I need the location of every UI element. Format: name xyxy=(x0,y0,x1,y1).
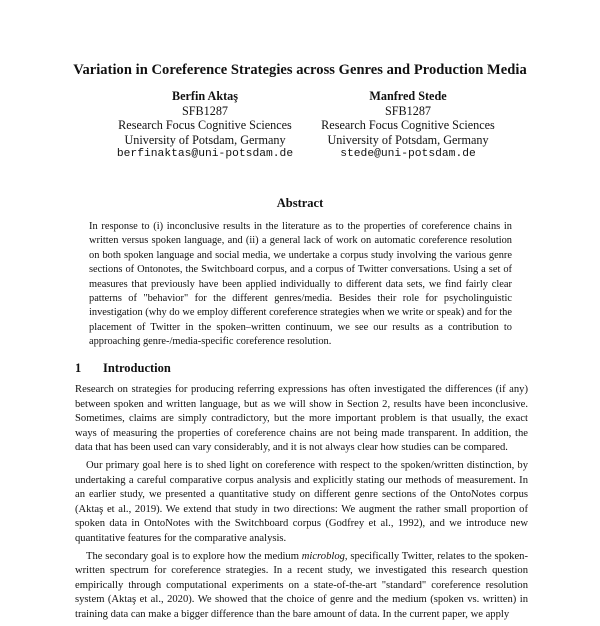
author-department: Research Focus Cognitive Sciences xyxy=(118,118,292,132)
author-university: University of Potsdam, Germany xyxy=(327,132,489,147)
section-body xyxy=(75,383,528,626)
abstract-heading: Abstract xyxy=(276,196,324,210)
paragraph: Our primary goal here is to shed light on coreference with respect to the spoken/written distinction, by undertaking a careful comparative corpus analysis and explicitly stating our methods of measurement. In an earlier study, we presented a quantitative study on different genre sections of the OntoNotes corpus (Aktaş et al., 2019). We extend that study in two directions: We augment the rather small proportion of spoken data in OntoNotes with the Switchboard corpus (Godfrey et al., 1992), and we introduce new quantitative features for the comparative analysis. xyxy=(75,459,528,544)
author-email: stede@uni-potsdam.de xyxy=(340,148,476,160)
author-group: SFB1287 xyxy=(384,103,432,118)
author-block xyxy=(298,89,518,162)
author-university: University of Potsdam, Germany xyxy=(124,132,286,147)
section-number: 1 xyxy=(75,361,82,375)
author-name: Berfin Aktaş xyxy=(171,89,239,103)
paragraph xyxy=(75,550,528,623)
paragraph-text: , specifically Twitter, relates to the spoken-written spectrum for coreference strategies. In a recent study, we investigated this research question empirically through computational experiments on a state-of-the-art "standard" coreference resolution system (Aktaş et al., 2020). We showed that the choice of genre and the medium (spoken vs. written) in training data can make a bigger difference than the bare amount of data. In the current paper, we apply xyxy=(75,550,528,620)
section-title: Introduction xyxy=(103,361,171,375)
abstract-text: In response to (i) inconclusive results in the literature as to the properties of coreference chains in written versus spoken language, and (ii) a general lack of work on automatic coreference resolution on both spoken language and social media, we undertake a corpus study involving the various genre sections of Ontonotes, the Switchboard corpus, and a corpus of Twitter conversations. Using a set of measures that previously have been applied individually to different data sets, we find fairly clear patterns of "behavior" for the different genres/media. Besides their role for psycholinguistic investigation (why do we employ different coreference strategies when we write or speak) and for the placement of Twitter in the spoken–written continuum, we see our results as a contribution to approaching genre-/media-specific coreference resolution. xyxy=(89,221,512,348)
paragraph: Research on strategies for producing referring expressions has often investigated the differences (if any) between spoken and written language, but as we will show in Section 2, results have been inconclusive. Sometimes, claims are simply contradictory, but the more important problem is that usually, the exact ways of measuring the properties of coreference chains are not being made transparent. In addition, the data that has been used can vary considerably, and it is not always clear how studies can be compared. xyxy=(75,384,528,454)
author-department: Research Focus Cognitive Sciences xyxy=(321,118,495,132)
section-heading xyxy=(75,361,171,376)
author-group: SFB1287 xyxy=(181,103,229,118)
paper-title: Variation in Coreference Strategies across Genres and Production Media xyxy=(73,62,527,78)
author-block xyxy=(95,89,315,162)
paragraph-text: The secondary goal is to explore how the medium xyxy=(86,550,302,562)
emphasis-text: microblog xyxy=(301,550,345,562)
author-email: berfinaktas@uni-potsdam.de xyxy=(116,148,294,160)
author-name: Manfred Stede xyxy=(369,89,447,103)
